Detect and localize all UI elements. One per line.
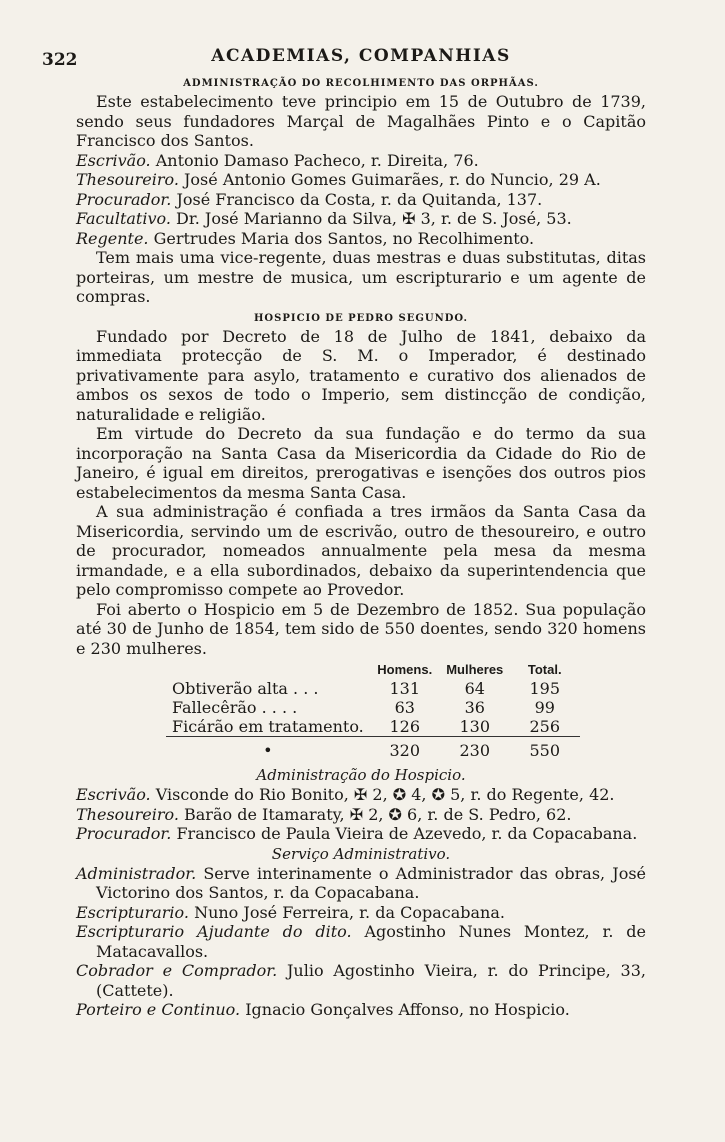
table-header-row [166, 662, 580, 679]
cell: 126 [389, 717, 421, 736]
running-header [42, 46, 646, 72]
admin-details: Barão de Itamaraty, ✠ 2, ✪ 6, r. de S. Pedro, 62. [178, 804, 572, 824]
section-heading-hospicio: HOSPICIO DE PEDRO SEGUNDO. [253, 312, 469, 324]
admin-role: Procurador. [76, 824, 172, 843]
admin-details: Visconde do Rio Bonito, ✠ 2, ✪ 4, ✪ 5, r. do Regente, 42. [150, 785, 615, 804]
recolhimento-staff-list [76, 151, 646, 249]
total-cell: 320 [370, 737, 440, 761]
admin-entry [76, 824, 646, 844]
total-cell: 230 [440, 737, 510, 761]
hospicio-paragraph: Em virtude do Decreto da sua fundação e do termo da sua incorporação na Santa Casa da Misericordia da Cidade do Rio de Janeiro, é igual em direitos, prerogativas e isenções dos outros pios estabelecimentos da mesma Santa Casa. [76, 424, 646, 502]
service-heading: Serviço Administrativo. [271, 844, 451, 863]
column-header-total: Total. [527, 662, 562, 677]
service-details: Ignacio Gonçalves Affonso, no Hospicio. [240, 1000, 570, 1019]
staff-details: Dr. José Marianno da Silva, ✠ 3, r. de S. José, 53. [170, 209, 572, 228]
section-heading-recolhimento: ADMINISTRAÇÃO DO RECOLHIMENTO DAS ORPHÃAS. [183, 78, 539, 89]
staff-role: Thesoureiro. [76, 170, 179, 189]
staff-entry [76, 170, 646, 190]
staff-details: Antonio Damaso Pacheco, r. Direita, 76. [150, 150, 479, 170]
hospicio-paragraph: Foi aberto o Hospicio em 5 de Dezembro de 1852. Sua população até 30 de Junho de 1854, tem sido de 550 doentes, sendo 320 homens e 230 mulheres. [76, 599, 646, 658]
service-details: Nuno José Ferreira, r. da Copacabana. [188, 902, 505, 922]
staff-details: José Antonio Gomes Guimarães, r. do Nuncio, 29 A. [178, 170, 601, 189]
staff-role: Procurador. [76, 189, 172, 209]
staff-details: Gertrudes Maria dos Santos, no Recolhimento. [148, 228, 535, 248]
row-label: Fallecêrão . . . . [172, 698, 298, 717]
staff-role: Regente. [76, 228, 149, 248]
table-row [166, 698, 580, 717]
column-header-women: Mulheres [446, 662, 504, 677]
staff-entry [76, 229, 646, 249]
service-details: Serve interinamente o Administrador das obras, José Victorino dos Santos, r. da Copacabana. [96, 863, 646, 902]
staff-entry [76, 151, 646, 171]
admin-role: Escrivão. [76, 785, 151, 804]
admin-entry [76, 785, 646, 805]
recolhimento-intro: Este estabelecimento teve principio em 15 de Outubro de 1739, sendo seus fundadores Marçal de Magalhães Pinto e o Capitão Francisco dos Santos. [76, 92, 646, 150]
row-label: Ficárão em tratamento. [172, 717, 364, 736]
population-table [166, 662, 580, 760]
staff-entry [76, 190, 646, 210]
service-role: Administrador. [76, 863, 197, 883]
admin-list [76, 785, 646, 844]
service-role: Escripturario. [76, 902, 189, 922]
service-entry [76, 1000, 646, 1020]
table-row [166, 679, 580, 698]
table-row [166, 717, 580, 737]
total-cell: 550 [510, 737, 580, 761]
service-entry [76, 922, 646, 961]
admin-details: Francisco de Paula Vieira de Azevedo, r. da Copacabana. [171, 824, 638, 843]
cell: 195 [529, 679, 561, 698]
document-page [42, 44, 646, 1020]
staff-details: José Francisco da Costa, r. da Quitanda, 137. [171, 189, 543, 209]
hospicio-paragraph: Fundado por Decreto de 18 de Julho de 1841, debaixo da immediata protecção de S. M. o Imperador, é destinado privativamente para asylo, tratamento e curativo dos alienados de ambos os sexos de todo o Imperio, sem distincção de condição, naturalidade e religião. [76, 326, 646, 424]
staff-entry [76, 209, 646, 229]
cell: 256 [529, 717, 561, 736]
service-entry [76, 961, 646, 1000]
table-total-row [166, 737, 580, 761]
service-details: Julio Agostinho Vieira, r. do Principe, 33, (Cattete). [96, 961, 646, 1000]
service-details: Agostinho Nunes Montez, r. de Matacavallos. [96, 922, 646, 961]
service-role: Porteiro e Continuo. [76, 1000, 241, 1019]
service-role: Escripturario Ajudante do dito. [76, 922, 352, 941]
bullet-mark: • [166, 737, 370, 761]
staff-role: Escrivão. [76, 150, 151, 170]
cell: 130 [459, 717, 491, 736]
service-role: Cobrador e Comprador. [76, 961, 278, 980]
row-label: Obtiverão alta . . . [172, 679, 319, 698]
column-header-men: Homens. [377, 662, 433, 677]
cell: 64 [464, 679, 485, 698]
cell: 99 [534, 698, 555, 717]
recolhimento-note: Tem mais uma vice-regente, duas mestras e duas substitutas, ditas porteiras, um mestre de musica, um escripturario e um agente de compras. [76, 248, 646, 306]
admin-role: Thesoureiro. [76, 804, 179, 824]
staff-role: Facultativo. [76, 209, 171, 228]
running-title: ACADEMIAS, COMPANHIAS [211, 46, 511, 66]
cell: 36 [464, 698, 485, 717]
service-list [76, 864, 646, 1020]
service-entry [76, 903, 646, 923]
admin-heading: Administração do Hospicio. [256, 766, 466, 784]
service-entry [76, 864, 646, 903]
page-number: 322 [42, 50, 78, 70]
cell: 131 [389, 679, 421, 698]
admin-entry [76, 805, 646, 825]
cell: 63 [394, 698, 415, 717]
hospicio-paragraph: A sua administração é confiada a tres irmãos da Santa Casa da Misericordia, servindo um de escrivão, outro de thesoureiro, e outro de procurador, nomeados annualmente pela mesa da mesma irmandade, e a ella subordinados, debaixo da superintendencia que pelo compromisso compete ao Provedor. [76, 502, 646, 599]
